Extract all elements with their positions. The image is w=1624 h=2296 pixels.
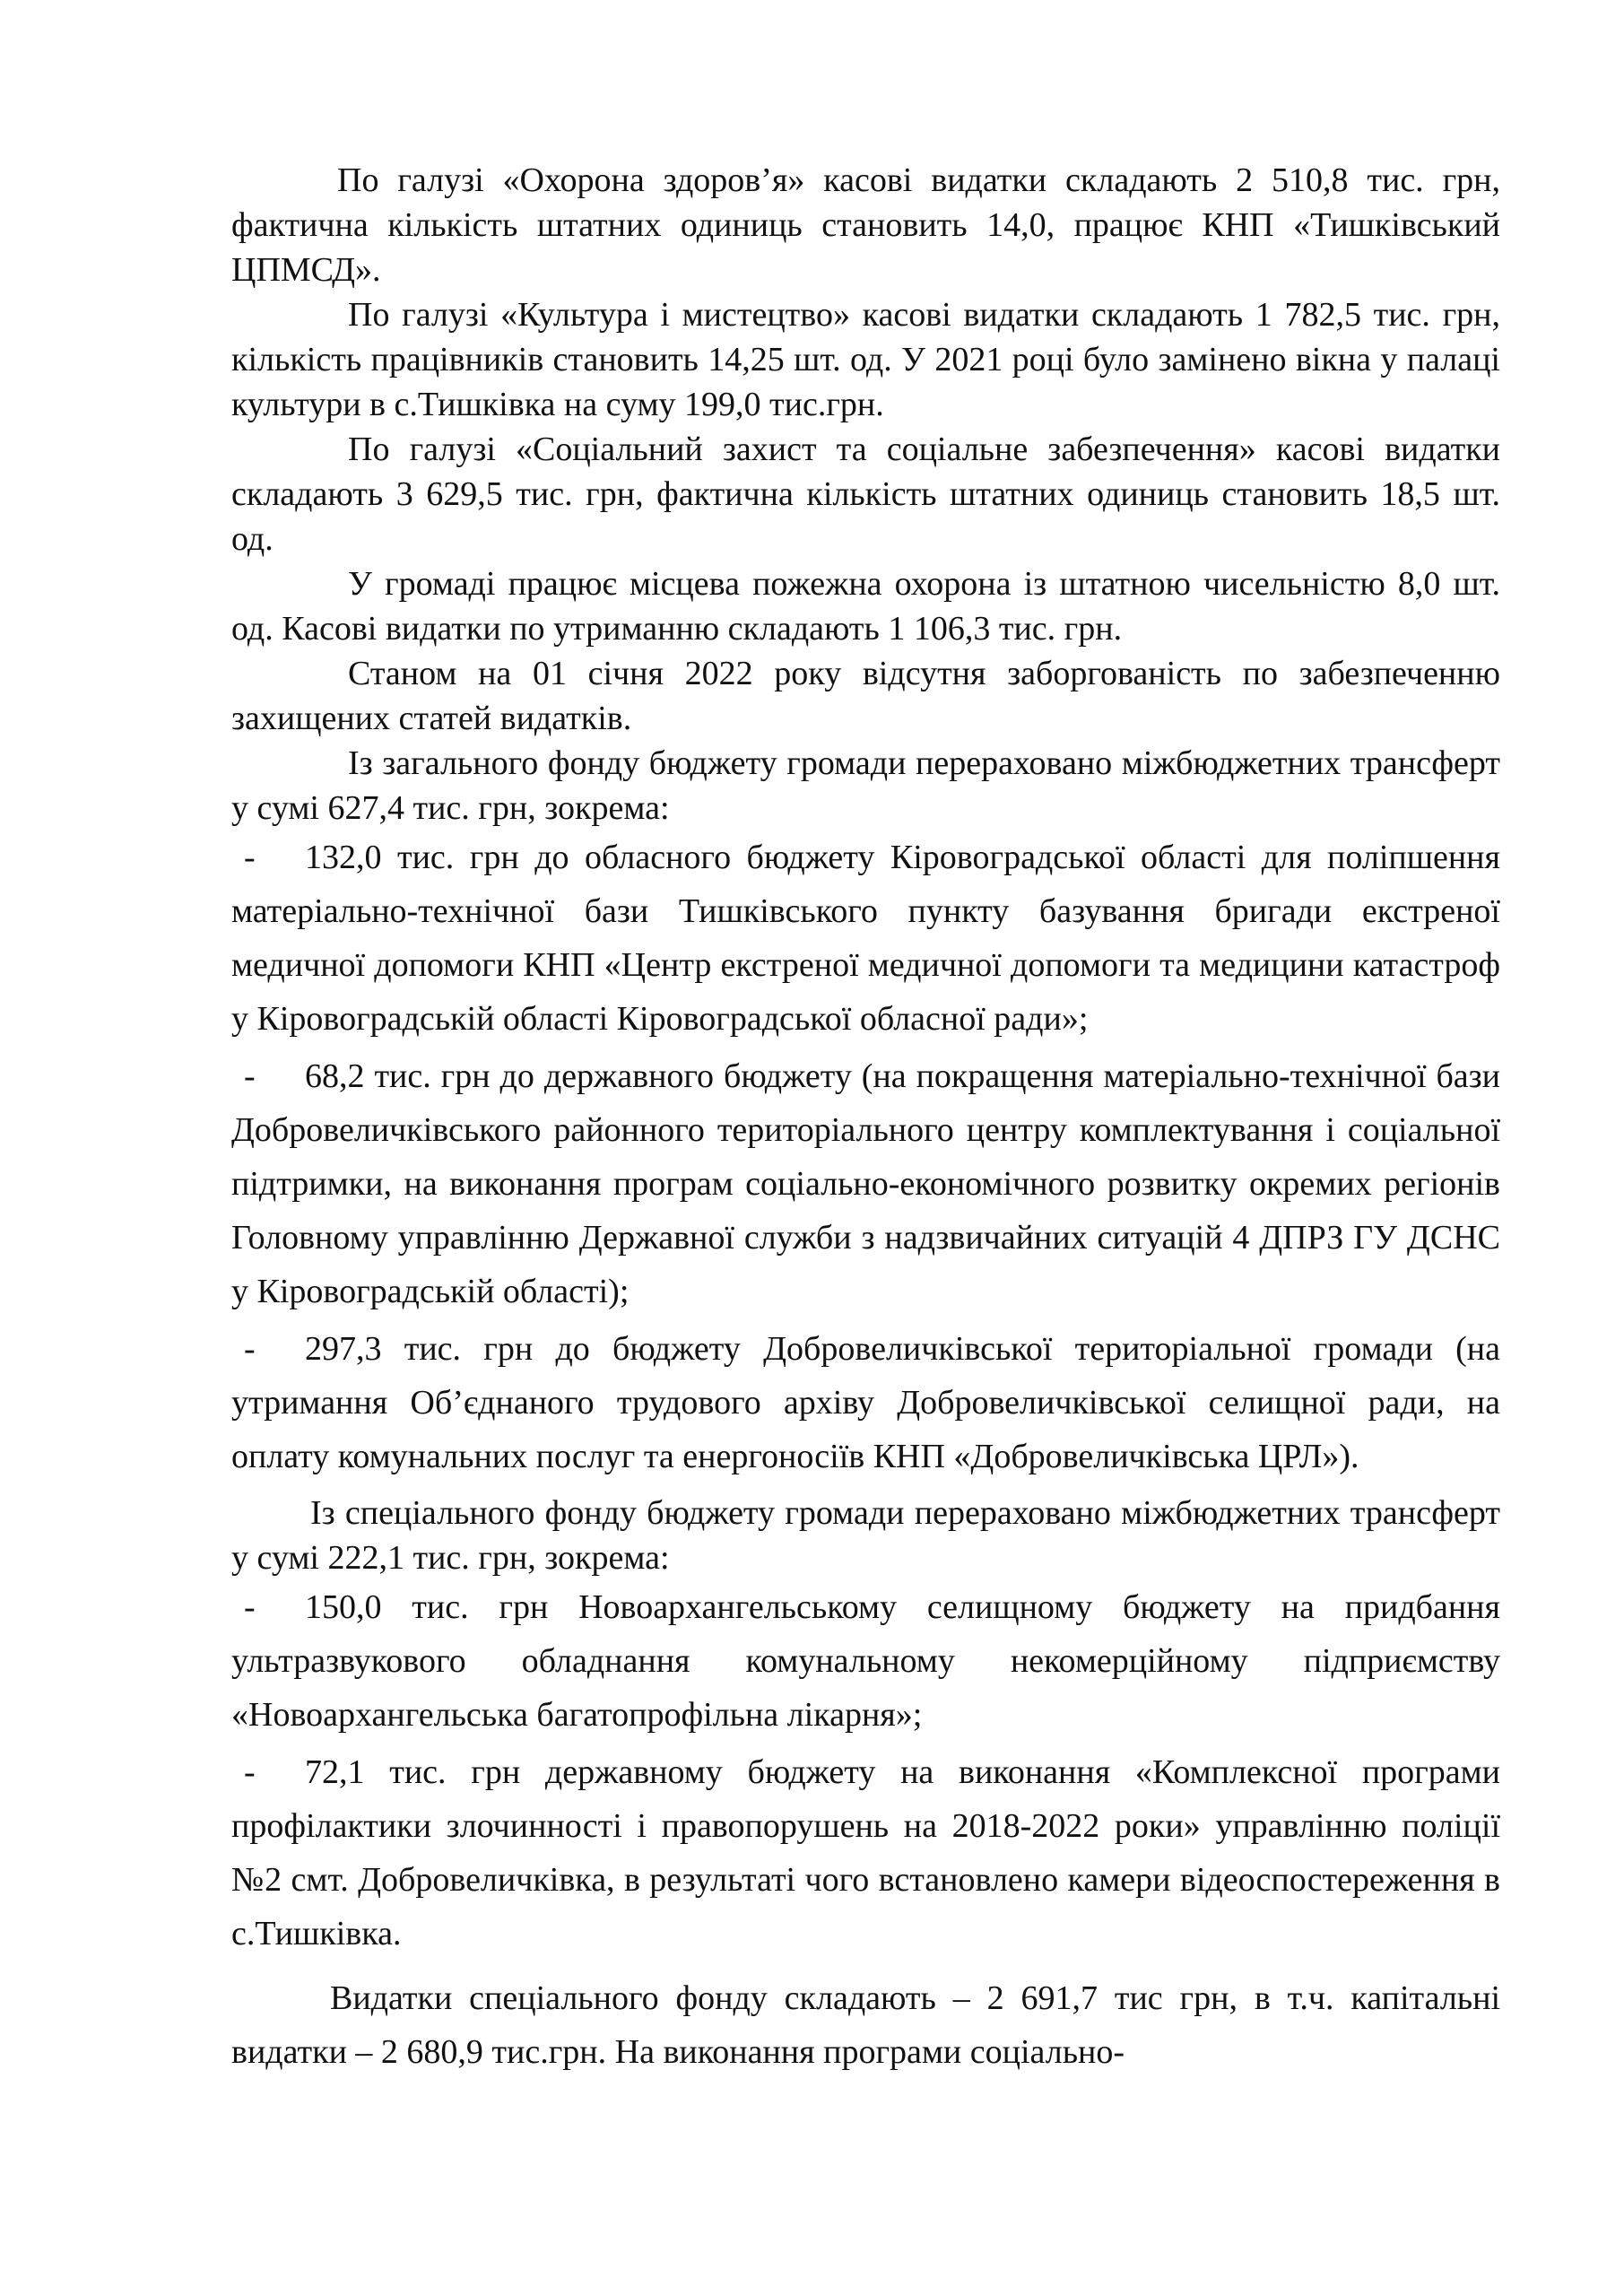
list-dash: - <box>244 839 256 876</box>
list-dash: - <box>244 1588 256 1626</box>
list-dash: - <box>244 1330 256 1368</box>
paragraph-health: По галузі «Охорона здоров’я» касові видатки складають 2 510,8 тис. грн, фактична кількість штатних одиниць становить 14,0, працює КНП «Тишківський ЦПМСД». <box>231 161 1500 289</box>
document-body <box>231 158 1500 2079</box>
paragraph-social-protection: По галузі «Соціальний захист та соціальне забезпечення» касові видатки складають 3 629,5 тис. грн, фактична кількість штатних одиниць становить 18,5 шт. од. <box>231 430 1500 558</box>
list-item-special-fund-2 <box>231 1745 1500 1961</box>
paragraph-culture: По галузі «Культура і мистецтво» касові видатки складають 1 782,5 тис. грн, кількість працівників становить 14,25 шт. од. У 2021 році було замінено вікна у палаці культури в с.Тишківка на суму 199,0 тис.грн. <box>231 296 1500 423</box>
list-item-text: 150,0 тис. грн Новоархангельському селищному бюджету на придбання ультразвукового обладнання комунальному некомерційному підприємству «Новоархангельська багатопрофільна лікарня»; <box>231 1588 1500 1734</box>
list-item-text: 297,3 тис. грн до бюджету Добровеличківської територіальної громади (на утримання Об’єднаного трудового архіву Добровеличківської селищної ради, на оплату комунальних послуг та енергоносіїв КНП «Добровеличківська ЦРЛ»). <box>231 1330 1500 1475</box>
list-dash: - <box>244 1057 256 1095</box>
paragraph-special-fund-expenses: Видатки спеціального фонду складають – 2 691,7 тис грн, в т.ч. капітальні видатки – 2 680,9 тис.грн. На виконання програми соціально- <box>231 1979 1500 2071</box>
paragraph-general-fund-transfers: Із загального фонду бюджету громади перераховано міжбюджетних трансферт у сумі 627,4 тис. грн, зокрема: <box>231 744 1500 827</box>
list-item-text: 72,1 тис. грн державному бюджету на виконання «Комплексної програми профілактики злочинності і правопорушень на 2018-2022 роки» управлінню поліції №2 смт. Добровеличківка, в результаті чого встановлено камери відеоспостереження в с.Тишківка. <box>231 1753 1500 1952</box>
paragraph-fire-service: У громаді працює місцева пожежна охорона із штатною чисельністю 8,0 шт. од. Касові видатки по утриманню складають 1 106,3 тис. грн. <box>231 565 1500 648</box>
list-item-text: 132,0 тис. грн до обласного бюджету Кіровоградської області для поліпшення матеріально-технічної бази Тишківського пункту базування бригади екстреної медичної допомоги КНП «Центр екстреної медичної допомоги та медицини катастроф у Кіровоградській області Кіровоградської обласної ради»; <box>231 839 1500 1038</box>
list-item-general-fund-3 <box>231 1322 1500 1483</box>
list-item-general-fund-2 <box>231 1049 1500 1318</box>
list-item-text: 68,2 тис. грн до державного бюджету (на покращення матеріально-технічної бази Добровеличківського районного територіального центру комплектування і соціальної підтримки, на виконання програм соціально-економічного розвитку окремих регіонів Головному управлінню Державної служби з надзвичайних ситуацій 4 ДПРЗ ГУ ДСНС у Кіровоградській області); <box>231 1057 1500 1310</box>
paragraph-debt-status: Станом на 01 січня 2022 року відсутня заборгованість по забезпеченню захищених статей видатків. <box>231 655 1500 737</box>
list-item-special-fund-1 <box>231 1580 1500 1742</box>
list-item-general-fund-1 <box>231 831 1500 1046</box>
paragraph-special-fund-transfers: Із спеціального фонду бюджету громади перераховано міжбюджетних трансферт у сумі 222,1 тис. грн, зокрема: <box>231 1494 1500 1577</box>
list-dash: - <box>244 1753 256 1791</box>
